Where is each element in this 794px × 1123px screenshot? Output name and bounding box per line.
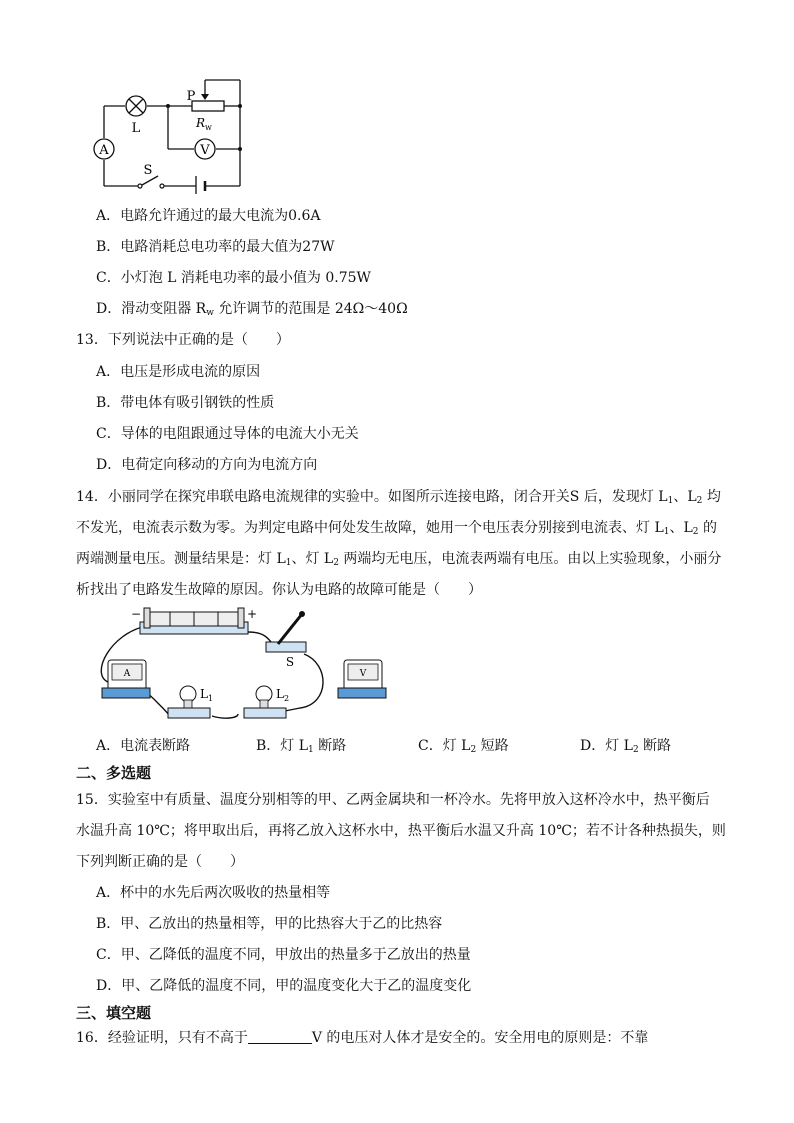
slider-label: P xyxy=(186,89,196,104)
q14-stem-line1: 14．小丽同学在探究串联电路电流规律的实验中。如图所示连接电路，闭合开关S 后，发现灯 $L_1$、$L_2$ 均 xyxy=(76,489,721,506)
answer-blank[interactable] xyxy=(248,1029,312,1044)
q14-option-d: D．灯 $L_2$ 断路 xyxy=(580,738,672,755)
q14-stem-line4: 析找出了电路发生故障的原因。你认为电路的故障可能是（ ） xyxy=(76,582,482,598)
q15-stem-line3: 下列判断正确的是（ ） xyxy=(76,854,244,870)
switch-label: S xyxy=(143,163,153,178)
ammeter-label: A xyxy=(99,143,109,158)
q13-option-d: D．电荷定向移动的方向为电流方向 xyxy=(96,457,318,473)
voltmeter-icon xyxy=(338,660,386,698)
circuit-diagram-2 xyxy=(90,604,400,730)
circuit-diagram-1 xyxy=(88,72,248,194)
q13-option-a: A．电压是形成电流的原因 xyxy=(96,364,261,380)
q13-option-b: B．带电体有吸引钢铁的性质 xyxy=(96,395,275,411)
q14-option-b: B．灯 $L_1$ 断路 xyxy=(256,738,347,755)
q15-stem-line1: 15．实验室中有质量、温度分别相等的甲、乙两金属块和一杯冷水。先将甲放入这杯冷水中，热平衡后 xyxy=(76,792,710,808)
q13-option-c: C．导体的电阻跟通过导体的电流大小无关 xyxy=(96,426,359,442)
rheostat-subscript: w xyxy=(205,123,212,132)
rheostat-label: R xyxy=(196,116,206,130)
q12-option-d: D．滑动变阻器 $R_w$ 允许调节的范围是 24Ω～40Ω xyxy=(96,301,408,318)
q14-option-c: C．灯 $L_2$ 短路 xyxy=(418,738,509,755)
ammeter-icon xyxy=(102,660,150,698)
q15-option-a: A．杯中的水先后两次吸收的热量相等 xyxy=(96,885,331,901)
battery-minus-label: − xyxy=(130,607,142,621)
section-heading-fill-in: 三、填空题 xyxy=(76,1004,152,1022)
lamp-2-label: $L_2$ xyxy=(276,687,290,703)
q15-option-b: B．甲、乙放出的热量相等，甲的比热容大于乙的比热容 xyxy=(96,916,443,932)
q13-stem: 13．下列说法中正确的是（ ） xyxy=(76,332,290,348)
ammeter-label: A xyxy=(123,669,131,679)
rheostat-icon xyxy=(192,101,224,111)
section-heading-multi-choice: 二、多选题 xyxy=(76,764,152,782)
q14-stem-line3: 两端测量电压。测量结果是：灯 $L_1$、灯 $L_2$ 两端均无电压，电流表两端有电压。由以上实验现象，小丽分 xyxy=(76,551,722,568)
voltmeter-label: V xyxy=(200,143,210,158)
knife-switch-icon xyxy=(266,611,306,652)
switch-label: S xyxy=(285,655,295,669)
battery-holder-icon xyxy=(140,608,248,634)
q12-option-c: C．小灯泡 L 消耗电功率的最小值为 0.75W xyxy=(96,270,371,286)
q15-stem-line2: 水温升高 10℃；将甲取出后，再将乙放入这杯水中，热平衡后水温又升高 10℃；若不计各种热损失，则 xyxy=(76,823,726,839)
battery-icon xyxy=(196,176,205,194)
lamp-1-label: $L_1$ xyxy=(200,687,214,703)
q14-option-a: A．电流表断路 xyxy=(96,738,191,754)
q15-option-c: C．甲、乙降低的温度不同，甲放出的热量多于乙放出的热量 xyxy=(96,947,471,963)
battery-plus-label: + xyxy=(246,607,258,621)
q12-option-a: A．电路允许通过的最大电流为0.6A xyxy=(96,208,321,224)
q15-option-d: D．甲、乙降低的温度不同，甲的温度变化大于乙的温度变化 xyxy=(96,978,472,994)
q14-stem-line2: 不发光，电流表示数为零。为判定电路中何处发生故障，她用一个电压表分别接到电流表、灯 $L_1$、$L_2$ 的 xyxy=(76,520,717,537)
voltmeter-label: V xyxy=(359,669,367,679)
q16-stem: 16．经验证明，只有不高于 V 的电压对人体才是安全的。安全用电的原则是：不靠 xyxy=(76,1030,649,1046)
lamp-icon xyxy=(126,96,146,116)
q12-option-b: B．电路消耗总电功率的最大值为27W xyxy=(96,239,335,255)
lamp-label: L xyxy=(131,121,141,136)
